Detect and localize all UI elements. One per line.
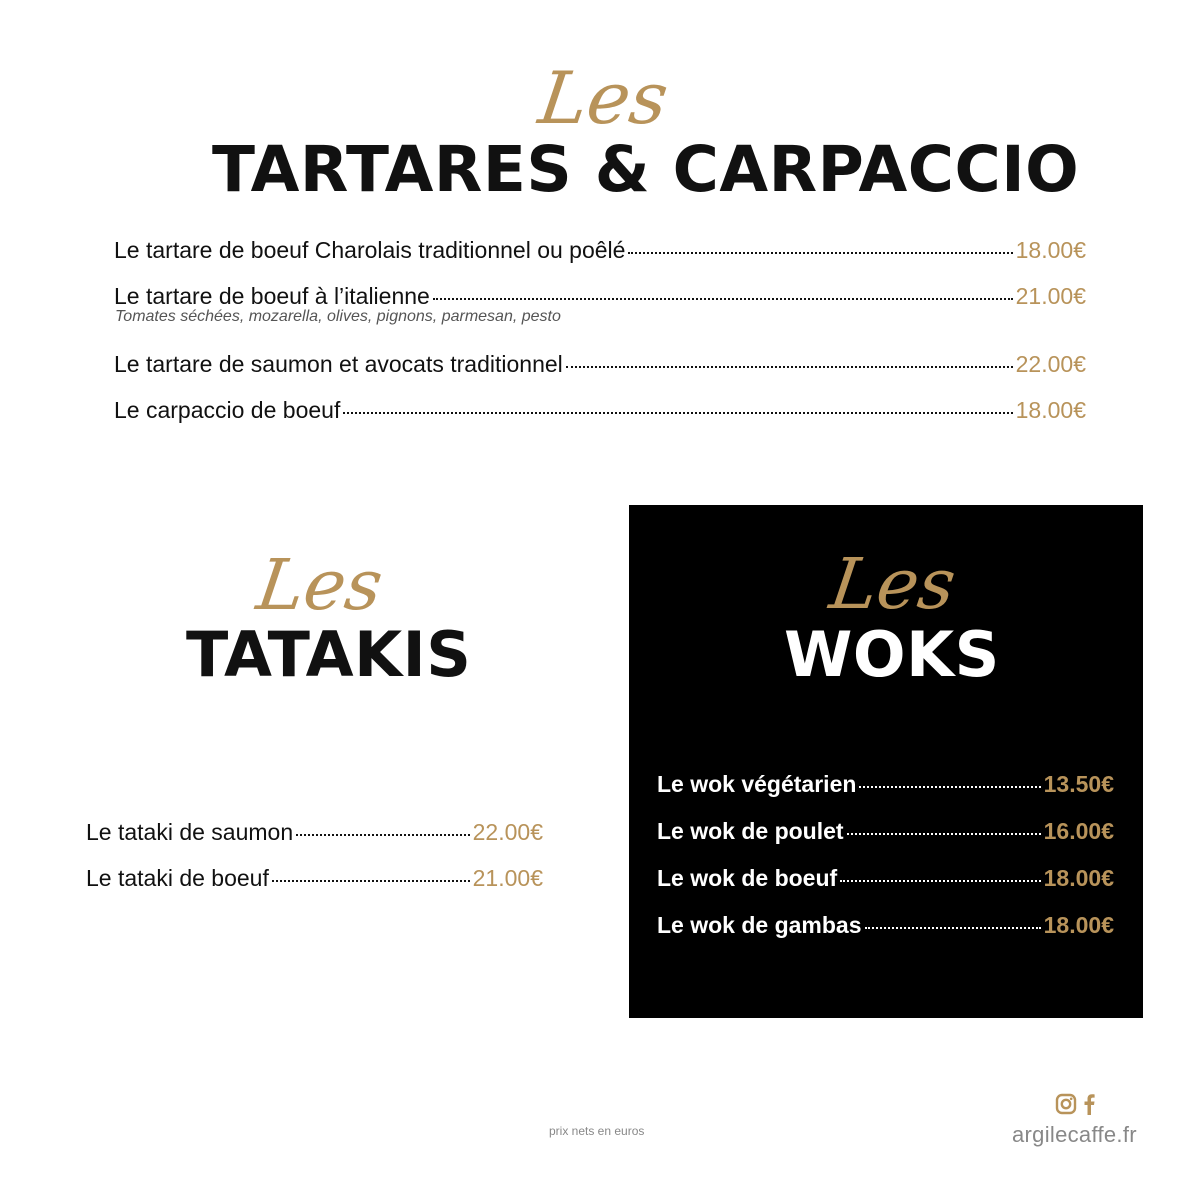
menu-item-tartare-saumon [114,350,1086,378]
item-price: 18.00€ [1043,912,1114,938]
woks-panel [629,505,1143,1018]
item-label: Le tataki de saumon [86,819,294,845]
item-label: Le wok végétarien [657,771,857,797]
leader-dots [566,366,1013,368]
item-price: 21.00€ [1015,283,1086,309]
tatakis-title: TATAKIS [186,618,472,691]
item-label: Le tartare de boeuf Charolais traditionnel ou poêlé [114,237,626,263]
item-label: Le tataki de boeuf [86,865,269,891]
menu-item-wok-boeuf [657,864,1114,892]
menu-item-tataki-saumon [86,818,543,846]
website-url[interactable]: argilecaffe.fr [1012,1122,1137,1147]
item-price: 21.00€ [472,865,543,891]
menu-item-wok-vegetarien [657,770,1114,798]
item-price: 18.00€ [1043,865,1114,891]
leader-dots [272,880,470,882]
leader-dots [840,880,1040,882]
menu-item-tataki-boeuf [86,864,543,892]
woks-script-les: Les [825,543,961,625]
item-label: Le tartare de boeuf à l’italienne [114,283,430,309]
menu-item-tartare-charolais [114,236,1086,264]
tartares-script-les: Les [534,56,674,140]
menu-item-wok-gambas [657,911,1114,939]
leader-dots [847,833,1041,835]
woks-title: WOKS [784,618,1000,691]
item-price: 22.00€ [472,819,543,845]
menu-item-tartare-italienne [114,282,1086,310]
instagram-icon[interactable] [1055,1093,1077,1115]
item-label: Le wok de boeuf [657,865,838,891]
item-label: Le tartare de saumon et avocats traditionnel [114,351,563,377]
social-links [1055,1093,1095,1115]
item-price: 18.00€ [1015,397,1086,423]
item-price: 22.00€ [1015,351,1086,377]
leader-dots [433,298,1013,300]
item-label: Le wok de poulet [657,818,844,844]
item-note-italienne: Tomates séchées, mozarella, olives, pignons, parmesan, pesto [115,308,561,325]
item-label: Le wok de gambas [657,912,862,938]
item-price: 13.50€ [1043,771,1114,797]
item-price: 16.00€ [1043,818,1114,844]
item-label: Le carpaccio de boeuf [114,397,341,423]
facebook-icon[interactable] [1083,1093,1095,1115]
leader-dots [865,927,1041,929]
tatakis-script-les: Les [252,544,388,626]
menu-item-wok-poulet [657,817,1114,845]
price-note: prix nets en euros [549,1124,645,1138]
menu-item-carpaccio-boeuf [114,396,1086,424]
item-price: 18.00€ [1015,237,1086,263]
leader-dots [628,252,1012,254]
leader-dots [296,834,470,836]
tartares-title: TARTARES & CARPACCIO [212,133,1080,206]
leader-dots [343,412,1012,414]
leader-dots [859,786,1040,788]
